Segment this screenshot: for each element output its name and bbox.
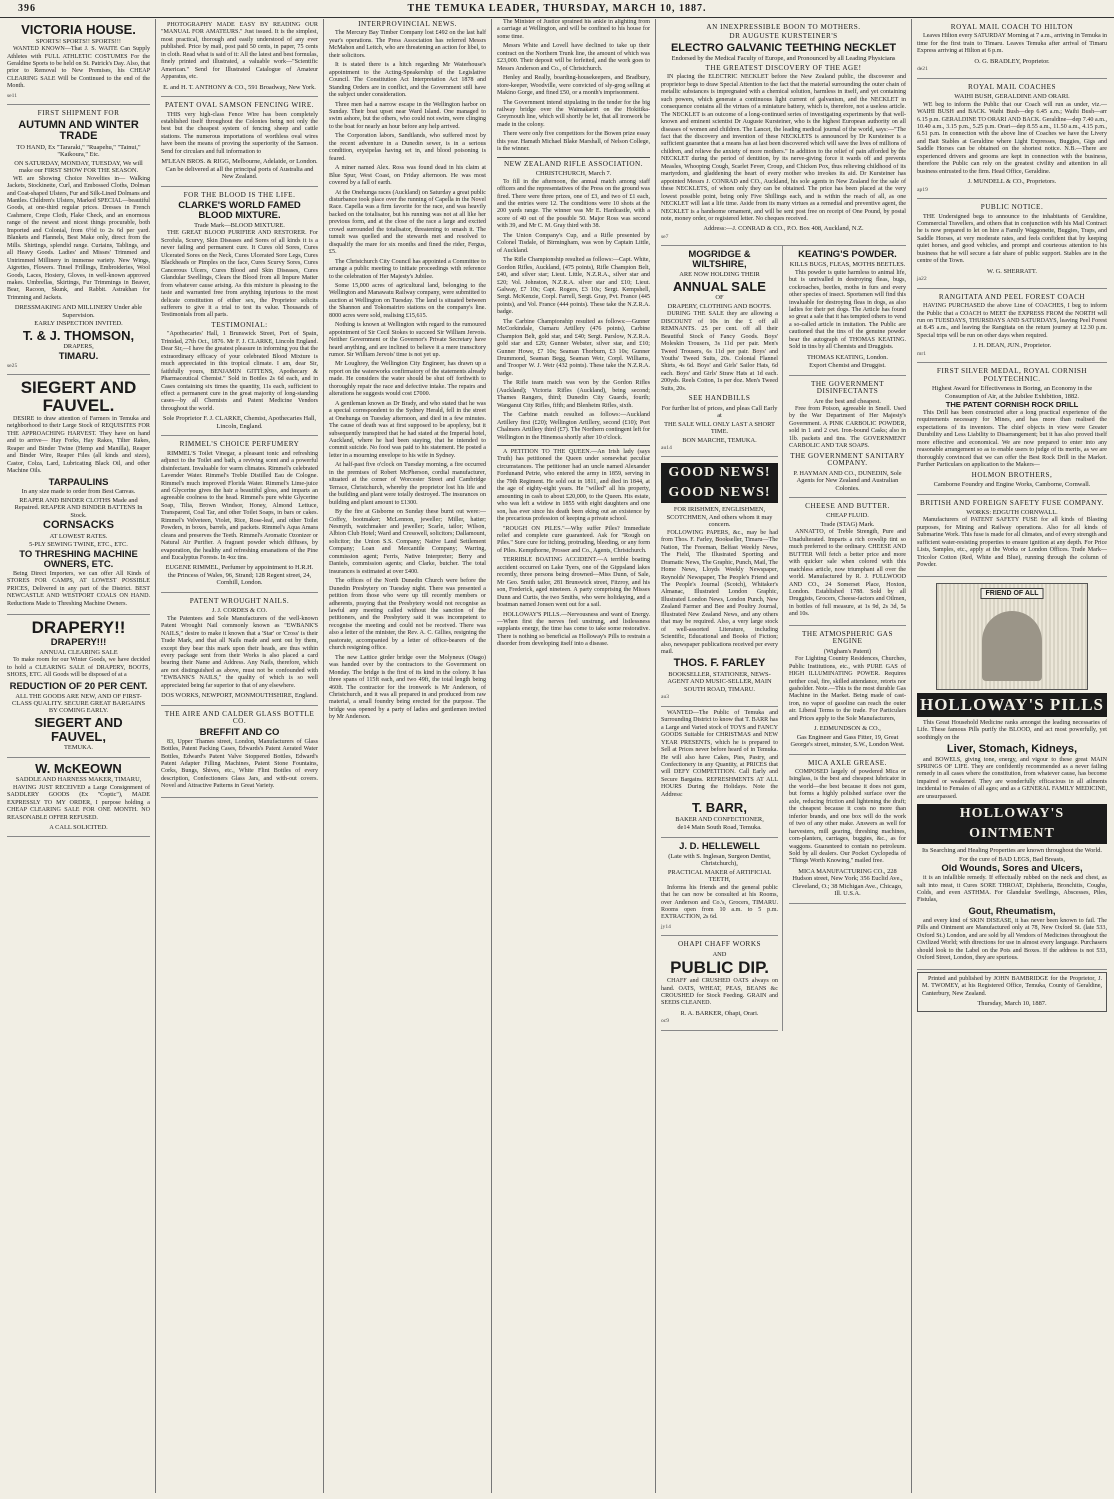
ad-text: For the cure of BAD LEGS, Bad Breasts,: [959, 855, 1065, 863]
ad-body: "Apothecaries' Hall, 1 Brunswick Street, Port of Spain, Trinidad, 27th Oct., 1876. Mr F. J. CLARKE, Lincoln England. Dear Sir,—I have the greatest pleasure in informing you that the extraordinary efficacy of your celebrated Blood Mixture is much appreciated in this tropical climate. I am, dear Sir, faithfully yours, BENJAMIN GITTENS, Apothecary & Pharmaceutical Chemist." Sold in Bottles 2s 6d each, and in Cases containing six times the quantity, 11s each, sufficient to effect a permanent cure in the great majority of long-standing cases—by all Chemists and Patent Medicine Vendors throughout the world.: [161, 331, 318, 412]
ad-firm: MICA MANUFACTURING CO., 228 Hudson street, New York; 356 Euclid Ave., Cleveland, O.; 38 Michigan Ave., Chicago, Ill. U.S.A.: [792, 867, 903, 898]
ad-good-news: [661, 457, 778, 706]
ad-headline: BRITISH AND FOREIGN SAFETY FUSE COMPANY.: [920, 498, 1104, 507]
ad-role: SADDLE AND HARNESS MAKER, TIMARU,: [15, 776, 142, 784]
ad-teething-necklet: [661, 19, 906, 246]
ad-subhead: WAIHI BUSH, GERALDINE AND ORARI.: [954, 93, 1070, 101]
ad-rock-drill: [917, 363, 1107, 494]
ad-headline: ROYAL MAIL COACH TO HILTON: [950, 23, 1074, 31]
article-paragraph: There were only five competitors for the Bowen prize essay this year. Hamath Michael Blake Marshall, of Nelson College, is the winner.: [497, 131, 650, 153]
ad-drapery: [7, 615, 150, 758]
ad-firm: M'LEAN BROS. & RIGG, Melbourne, Adelaide, or London. Can be delivered at all the principal ports of Australia and New Zealand.: [161, 158, 318, 181]
ad-text: REAPER AND BINDER CLOTHS Made and Repaired. REAPER AND BINDER BATTENS In Stock.: [14, 496, 143, 519]
ad-keatings-powder: [789, 246, 906, 375]
ad-gas-engine: [789, 626, 906, 755]
article-paragraph: At half-past five o'clock on Tuesday morning, a fire occurred in the premises of Robert McPherson, cordial manufacturer, situated at the corner of Worcester Street and Cambridge Terrace, Christchurch, whereby the proprietor lost his life and the building and plant were totally destroyed. The insurances on building and plant amount to £1300.: [329, 462, 486, 506]
ad-body: and every kind of SKIN DISEASE, it has never been known to fail. The Pills and Ointment are Manufactured only at 78, New Oxford St. (late 533, Oxford St.) London, and are sold by all Vendors of Medicines throughout the Civilized World; with directions for use in almost every language. Purchasers should look to the Label on the Pots and Boxes. If the address is not 533, Oxford Street, London, they are spurious.: [917, 917, 1107, 962]
ad-code: se7: [661, 233, 669, 240]
ad-body: WE beg to inform the Public that our Coach will run as under, viz.—WAIHI BUSH and BACK. Waihi Bush—dep 6.45 a.m.; Waihi Bush—arr 6.15 p.m. GERALDINE TO ORARI AND BACK. Geraldine—dep 7.40 a.m., 10.40 a.m., 3.15 p.m., 5.25 p.m. Orari—dep 8.55 a.m., 11.50 a.m., 4.15 p.m., 6.51 p.m. In connection with the above line of Coaches we have the Livery and Bait Stables at Geraldine where Light Expresses, Buggies, Gigs and Saddle Horses can be obtained on the shortest notice. N.B.—There are experienced drivers and grooms are kept in connection with the business, therefore the Public can rely on the greatest civility and attention in all business entrusted to the firm. Head Office, Geraldine.: [917, 101, 1107, 175]
article-paragraph: By the fire at Gisborne on Sunday these burnt out were:—Coffey, bootmaker; McLennon, jeweller; Miller, hatter; Nesmyth, watchmaker and jeweller; Scarle, tailor; Wilson, Albion Club Hotel; Ward and Cresswell, solicitors; Dallamount, solicitor; the Union S.S. Company; Native Land Settlement Company; Loan and Mercantile Company; Warring, commission agent; Ferris, Native Interpreter; Berry and Daniels, commission agents; and Clarke, butcher. The total insurances is estimated at over £400.: [329, 509, 486, 575]
ad-subhead: ARE NOW HOLDING THEIR: [679, 271, 760, 279]
column-6: [912, 19, 1112, 1493]
ad-firm: THOMAS KEATING, London.: [807, 353, 888, 361]
ad-headline: THE ATMOSPHERIC GAS ENGINE: [802, 629, 893, 646]
holloway-emblem-illustration: [936, 583, 1088, 690]
article-paragraph: Some 15,000 acres of agricultural land, belonging to the Wellington and Manawatu Railway company, were submitted to auction at Wellington on Tuesday. The land is situated between the Shannon and Tokomairiro stations on the company's line. 8000 acres were sold, realising £15,615.: [329, 282, 486, 319]
printer-imprint: [917, 972, 1107, 1013]
article-paragraph: The Corporation labors, Sandilands, who suffered most by the recent adventure in a Dunedin sewer, is in a serious condition, erysipelas having set in, and blood poisoning is feared.: [329, 133, 486, 162]
ad-headline: GOOD NEWS! GOOD NEWS!: [661, 463, 778, 503]
ad-firm: THOS. F. FARLEY: [673, 657, 766, 670]
ad-fencing-wire: [161, 97, 318, 187]
ad-address: Address:—J. CONRAD & CO., P.O. Box 408, Auckland, N.Z.: [703, 225, 864, 233]
ad-body: This Drill has been constructed after a long practical experience of the requirements necessary for Mines, and has more than realised the expectations of its inventors. The chief objects in view were Greater Durability and Less Liability to Disarrangement; but it has also proved itself more effective and economical. We are now prepared to enter into any reasonable arrangement so as to enable users to judge of its merits, as we are thoroughly convinced that we can offer the Best Rock Drill in the Market. Further Particulars on application to the Makers—: [917, 410, 1107, 469]
ad-subhead: DRAPERY!!!: [50, 636, 107, 648]
article-paragraph: Nothing is known at Wellington with regard to the rumoured appointment of Sir Cecil Stokes to succeed Sir William Jervois. Neither Government or the Governor's Private Secretary have heard anything, and are inclined to believe it a mere transcitory rumor. Sir William Jervois' time is not yet up.: [329, 322, 486, 359]
ad-headline: ELECTRO GALVANIC TEETHING NECKLET: [670, 41, 897, 54]
ad-firm: MOGRIDGE & WILTSHIRE,: [688, 249, 751, 271]
ad-highlight: Old Wounds, Sores and Ulcers,: [941, 863, 1083, 875]
ad-firm: J. EDMUNDSON & CO.,: [814, 725, 881, 733]
ad-headline: THE GOVERNMENT DISINFECTANTS: [810, 379, 885, 396]
ad-headline: KEATING'S POWDER.: [798, 249, 897, 261]
ad-body: The Patentees and Sole Manufacturers of the well-known Patent Wrought Nail commonly known as "EWBANK'S NAILS," desire to make it known that a 'Star' or 'Cross' is their Trade Mark, and that all Nails made and sent out by them, except they bear this mark upon their heads, are thus within every package sent from their Works is also placed a card bearing their Name and Address. Any Nails, therefore, which are not distinguished as above, must not be confounded with "EWBANK'S NAILS," the quality of which is so well appreciated being far superior to that of any elsewhere.: [161, 615, 318, 689]
ad-body: Being Direct Importers, we can offer All Kinds of STORES FOR CAMPS, AT LOWEST POSSIBLE PRICES, Delivered in any part of the District. BEST NEWCASTLE AND WESTPORT COALS ON HAND. Reductions Made to Threshing Machine Owners.: [7, 570, 150, 607]
article-paragraph: TERRIBLE BOATING ACCIDENT.—A terrible boating accident occurred on Lake Tyers, one of the Gippsland lakes recently, three persons being drowned—Miss Dunn, of Sale, Mr Geo. Smith tailor, 281 Brunswick street, Fitzroy, and his son, Frederick, aged nineteen. A party comprising the Misses Dunn and Curtis, the two Smiths, who were holidaying, and a boatman named Jonsen went out for a sail.: [497, 557, 650, 609]
ad-kicker: FOR THE BLOOD IS THE LIFE.: [183, 190, 296, 199]
article-paragraph: It is stated there is a hitch regarding Mr Waterhouse's appointment to the Acting-Speakership of the Legislative Council. The Constitution Act Interpretation Act 1878 and Standing Orders are in conflict, and the Government still have the subject under consideration.: [329, 62, 486, 99]
ad-text: Export Chemist and Druggist.: [809, 362, 886, 370]
ad-firm: SIEGERT AND FAUVEL,: [34, 714, 123, 744]
imprint-date: Thursday, March 10, 1887.: [977, 999, 1047, 1007]
ad-subhead: Endorsed by the Medical Faculty of Europe, and Pronounced by all Leading Physicians: [671, 55, 896, 63]
ad-body: FOLLOWING PAPERS, &c., may be had from Thos. F. Farley, Bookseller, Timaru—The Nation, The Freeman, Belfast Weekly News, The Field, The Illustrated Sporting and Dramatic News, The Graphic, Punch, Mail, The Home News, Lloyds Weekly Newspaper, Reynolds' Newspaper, The People's Friend and The People's Journal (Scotch), Whitaker's Almanac, Illustrated London Graphic, Illustrated London News, London Punch, New Zealand Farmer and Bee and Poultry Journal, Illustrated New Zealand News, and any others that may be required. Also, a very large stock of well-assorted Literature, including Scientific, Educational and Books of Fiction; also, newspaper publications received per every mail.: [661, 529, 778, 656]
ad-cheese-butter: [789, 498, 906, 626]
ad-role: BOOKSELLER, STATIONER, NEWS-AGENT AND MUSIC-SELLER, MAIN SOUTH ROAD, TIMARU.: [667, 671, 772, 693]
ad-subhead: DRAPERY, CLOTHING AND BOOTS.: [667, 302, 772, 310]
ad-body: This Great Household Medicine ranks amongst the leading necessaries of Life. These famous Pills purify the BLOOD, and act most powerfully, yet soothingly on the: [917, 719, 1107, 741]
ad-glass-bottle: [161, 706, 318, 798]
article-paragraph: The Minister of Justice sprained his ankle in alighting from a carriage at Wellington, and will be confined to his house for some time.: [497, 19, 650, 40]
article-paragraph: Messrs White and Lovell have declined to take up their contract on the Northern Trunk line, the amount of which was £23,000. Their deposit will be forfeited, and the work goes to Messrs Anderson and Co., of Christchurch.: [497, 43, 650, 72]
article-paragraph: The Government intend stipulating in the tender for the big railway bridge over the Waimakariri on the Hokitika-Greymouth line, which will shortly be let, that all ironwork be made in the colony.: [497, 99, 650, 128]
article-paragraph: The Carbine match resulted as follows:—Auckland Artillery first (£20); Wellington Artillery, second (£10); Port Chalmers Artillery third (£7). The Northern contingent left for Wellington in the Hinemoa shortly after 10 o'clock.: [497, 412, 650, 441]
article-paragraph: Three men had a narrow escape in the Wellington harbor on Sunday. Their boat upset near Ward Island. One managed to swim ashore, but the others, who could not swim, were clinging to the boat for nearly an hour before any help arrived.: [329, 101, 486, 130]
ad-body: COMPOSED largely of powdered Mica or Isinglass, is the best and cheapest lubricator in the world—the best because it does not gum, but forms a highly polished surface over the axle, reducing friction and lightening the draft; the cheapest because it costs no more than inferior brands, and one box will do the work of two of any other make. Answers as well for harvesters, mill gearing, threshing machines, corn-planters, carriages, buggies, &c., as for waggons. Guaranteed to contain no petroleum. Sold by all dealers. Our Pocket Cyclopedia of "Things Worth Knowing," mailed free.: [789, 769, 906, 865]
ad-firm: BREFFIT AND CO: [199, 726, 280, 738]
ad-address: de14 Main South Road, Temuka.: [677, 824, 762, 832]
ad-subhead: (Wigham's Patent): [823, 647, 872, 655]
ad-body: and BOWELS, giving tone, energy, and vigour to these great MAIN SPRINGS OF LIFE. They are confidently recommended as a never failing remedy in all cases where the constitution, from whatever cause, has become impaired or weakened. They are wonderfully efficacious in all ailments incidental to Females of all ages; and as a GENERAL FAMILY MEDICINE, are unsurpassed.: [917, 756, 1107, 800]
ad-subhead: (Late with S. Inglesan, Surgeon Dentist, Christchurch),: [668, 852, 771, 868]
ad-headline: HOLLOWAY'S OINTMENT: [917, 804, 1107, 844]
column-1: [2, 19, 156, 1493]
ad-text: OF: [715, 294, 724, 302]
ad-blood-mixture: [161, 187, 318, 437]
ad-firm: O. G. BRADLEY, Proprietor.: [974, 57, 1050, 65]
ad-text: Trade (STAG) Mark.: [820, 520, 875, 528]
ad-subhead: TESTIMONIAL:: [211, 320, 268, 329]
masthead: [0, 0, 1114, 18]
ad-body: IN placing the ELECTRIC NECKLET before the New Zealand public, the discoverer and proprietor begs to draw Special Attention to the fact that the material surrounding the outer chain of metallic substances is impregnated with a chemical solution, harmless in itself, and yet containing such powers, which generate a continuous light current of galvanism, and the NECKLET in consequence contains all the virtues of a miniature battery, which is, therefore, not a useless article. The NECKLET is an outcome of a long-continued series of investigating experiments by that well-known and eminent scientist Dr Auguste Kursteiner, who is the highest European authority on all diseases of women and children. The Lancet, the leading medical journal of the world, says:—"The fact that the discovery and invention of these NECKLETS is announced by Dr Kursteiner is a sufficient guarantee that a means has at last been discovered which will save the lives of millions of children, and relieve the anxiety of more mothers." In addition to the relief of pain afforded by the NECKLET during the period of dentition, by its nerve-giving force it wards off and prevents Measles, Whooping Cough, Scarlet Fever, Croup, and Chicken Pox, thus relieving childhood of its martyrdom, and gladdening the heart of every mother who invokes its aid. Dr Kursteiner has appointed Messrs J. CONRAD and CO., Auckland, his sole agents in New Zealand for the sale of these NECKLETS, of whom only they can be obtained. The price has been placed at the very lowest possible point, being only Five Shillings each, and is within the reach of all, as one NECKLET will last a life time. Aside from its many virtues as a remedial and preventive agent, the NECKLET is a handsome ornament, and will be sent post free on receipt of One Pound, by postal note, money order, or registered letter. No cheques received.: [661, 74, 906, 222]
ad-text: ALL THE GOODS ARE NEW, AND OF FIRST-CLASS QUALITY. SECURE GREAT BARGAINS BY COMING EARLY.: [11, 692, 146, 715]
ad-headline: ROYAL MAIL COACHES: [968, 82, 1056, 91]
ad-public-notice: [917, 199, 1107, 289]
ad-headline: CLARKE'S WORLD FAMED BLOOD MIXTURE.: [178, 200, 301, 222]
article-paragraph: A PETITION TO THE QUEEN.—An Irish lady (says Truth) has petitioned the Queen under somewhat peculiar circumstances. The petitioner had an uncle named Alexander Fordunand Petrie, who entered the army in 1859, serving in the 79th Regiment. He sold out in 1811, and died in 1844, at the age of eighty-eight years. He "willed" all his property, amounting in cash to about £20,000, to the Queen. His estate, who was left a widow in 1855 with eight daughters and one son, has ever since his death been eking out an existence by the precarious profession of keeping a private school.: [497, 449, 650, 523]
ad-headline: RIMMEL'S CHOICE PERFUMERY: [179, 440, 300, 449]
ad-royal-mail-coaches: [917, 79, 1107, 199]
column-5-right: [789, 246, 906, 1030]
ad-code: jy14: [661, 923, 671, 930]
ad-kicker: DR AUGUSTE KURSTEINER'S: [729, 32, 838, 41]
ad-mogridge-wiltshire: [661, 246, 778, 457]
ad-headline: RANGITATA AND PEEL FOREST COACH: [938, 292, 1086, 301]
ad-role: PRACTICAL MAKER of ARTIFICIAL TEETH,: [667, 868, 772, 884]
emblem-banner: FRIEND OF ALL: [980, 588, 1043, 599]
ad-body: PHOTOGRAPHY MADE EASY BY READING OUR "MANUAL FOR AMATEURS." Just issued. It is the simplest, most practical, thorough and easily understood of any ever published. Price by mail, post paid 50 cents, in paper, 75 cents in cloth. Read what is said of it: All the latest and best formulas, finely printed and illustrated, a valuable work—"Scientific American." Send for Illustrated Catalogue of Amateur Apparatus, etc.: [161, 22, 318, 81]
ad-subhead: KILLS BUGS, FLEAS, MOTHS BEETLES.: [789, 261, 906, 269]
ad-town: TEMUKA.: [64, 744, 93, 752]
ad-code: ja22: [917, 276, 927, 283]
article-paragraph: Henley and Really, boarding-housekeepers, and Bradbury, store-keeper, Woodville, were convicted of sly-grog selling at Makino Gorge, and fined £50, or a month's imprisonment.: [497, 75, 650, 97]
divider: [497, 445, 650, 446]
article-paragraph: The Mercury Bay Timber Company lost £492 on the last half year's operations. The Press Association has referred Messrs McMahon and Leitch, who are threatening an action for libel, to their solicitors.: [329, 30, 486, 59]
column-5-split: [661, 246, 906, 1030]
ad-kicker: FIRST SHIPMENT FOR: [37, 109, 120, 118]
ad-text: 5-PLY SEWING TWINE, ETC., ETC.: [29, 541, 128, 549]
ad-mckeown: [7, 758, 150, 838]
ad-firm: J. J. CORDES & CO.: [211, 607, 268, 615]
ad-firm: J. MUNDELL & CO., Proprietors.: [967, 178, 1057, 186]
ad-body: THE GREAT BLOOD PURIFIER AND RESTORER. For Scrofula, Scurvy, Skin Diseases and Sores of all kinds it is a never failing and permanent cure. It Cures old Sores, Cures Ulcerated Sores on the Neck, Cures Ulcerated Sore Legs, Cures Blackheads or Pimples on the face, Cures Scurvy Sores, Cures Cancerous Ulcers, Cures Blood and Skin Diseases, Cures Glandular Swellings, Clears the Blood from all Impure Matter from whatever cause arising. As this mixture is pleasing to the taste and warranted free from anything injurious to the most delicate constitution of either sex, the Proprietor solicits sufferers to give it a trial to test its value. Thousands of Testimonials from all parts.: [161, 230, 318, 319]
ad-headline: W. McKEOWN: [35, 760, 122, 776]
ad-body: For Lighting Country Residences, Churches, Public Institutions, etc., with PURE GAS of HIGH ILLUMINATING POWER. Requires neither coal, fire, skilled attendance, retorts nor gasholder. Note.—This is the most durable Gas Machine in the Market. Being made of cast-iron, no vapor of gasoline can reach the outer air. Liberal Terms to the trade. For Particulars and Prices apply to the Sole Manufacturers,: [789, 656, 906, 722]
ad-subhead: Are the best and cheapest.: [814, 397, 881, 405]
ad-firm: T. & J. THOMSON,: [22, 327, 135, 343]
ad-subhead: TARPAULINS: [48, 476, 109, 488]
imprint-text: Printed and published by JOHN BAMBRIDGE for the Proprietor, J. M. TWOMEY, at his Registered Office, Temuka, County of Geraldine, Canterbury, New Zealand.: [922, 975, 1102, 997]
ad-subhead: SPORTS! SPORTS!! SPORTS!!!: [35, 37, 122, 45]
ad-subhead: CHEAP FLUID.: [826, 512, 869, 520]
article-paragraph: The new Lattice girder bridge over the Molyneux (Otago) was handed over by the contractors to the Government on Monday. The bridge is the first of its kind in the colony. It has three spans of 115ft each, and two 49ft, the total length being 460ft. The contractor for the ironwork is Mr Anderson, of Christchurch, and it was all prepared in and produced from raw material, a small foundry being erected for the purpose. The bridge was opened by a party of ladies and gentlemen invited by Mr Anderson.: [329, 654, 486, 721]
ad-subhead: Highest Award for Effectiveness in Boring, an Economy in the Consumption of Air, at the Jubilee Exhibition, 1882.: [931, 385, 1093, 400]
ad-victoria-house: [7, 19, 150, 105]
ad-firm: Sole Proprietor F. J. CLARKE, Chemist, Apothecaries Hall, Lincoln, England.: [162, 415, 317, 430]
ad-headline: MICA AXLE GREASE.: [808, 758, 887, 767]
ad-body: Manufacturers of PATENT SAFETY FUSE for all kinds of Blasting purposes, for Mining and Railway operations. Also for all kinds of Submarine Work. This fuse is made for all climates, and of every strength and sufficient water-resisting properties to ensure ignition at any depth. For Price Lists, Samples, etc., apply at the Works or London Offices. Trade Mark—Tricolor Cotton (Red, White and Blue), running through the column of Powder.: [917, 517, 1108, 569]
ad-ohapi-chaff: [661, 936, 778, 1030]
ad-firm: E. and H. T. ANTHONY & CO., 591 Broadway, New York.: [163, 83, 316, 91]
ad-siegert-fauvel: [7, 375, 150, 615]
ad-code: ap19: [917, 186, 928, 193]
ad-kicker: AN INEXPRESSIBLE BOON TO MOTHERS.: [706, 23, 861, 31]
ad-headline: DRAPERY!!: [31, 617, 126, 637]
ad-subhead: FOR IRISHMEN, ENGLISHMEN, SCOTCHMEN, And others whom it may concern.: [666, 506, 773, 529]
column-5: [656, 19, 912, 1493]
ad-role: BAKER AND CONFECTIONER,: [675, 815, 764, 823]
article-heading: INTERPROVINCIAL NEWS.: [358, 20, 457, 28]
ad-headline: CHEESE AND BUTTER.: [805, 501, 890, 510]
ad-body: ANNATTO, of Treble Strength, Pure and Unadulterated. Imparts a rich cowslip tint so much preferred to the ordinary. CHEESE AND BUTTER Will fetch a better price and more with quicker sale when colored with this matchless article, now triumphant all over the world. Manufactured by R. J. FULLWOOD AND CO., 24 Somerset Place, Hoxton, London. Established 1788. Sold by all Druggists, Grocers, Cheese-factors and Oilmen, in bottles of full measure, at 1s 9d, 2s 3d, 5s and 10s.: [789, 529, 906, 618]
emblem-figure-icon: [982, 611, 1042, 681]
article-paragraph: The Union Company's Cup, and a Rifle presented by Colonel Tisdale, of Birmingham, was won by Captain Little, of Auckland.: [497, 232, 650, 254]
ad-highlight: Gout, Rheumatism,: [968, 905, 1056, 917]
ad-hellewell: [661, 838, 778, 937]
ad-code: au14: [661, 444, 672, 451]
ad-headline: THE AIRE AND CALDER GLASS BOTTLE CO.: [164, 709, 315, 726]
article-paragraph: The offices of the North Dunedin Church were before the Dunedin Presbytery on Tuesday night. There was presented a petition from those who were up till recently members or adherents, praying that the Presbytery would not recognise as lawful any meeting called without the sanction of the petitioners, and the Presbytery said it was incompetent to recognise the meeting and could not be received. There was also a letter of the minister, the Rev. A. C. Gillies, resigning the pastorate, accompanied by a letter of office-bearers of the church resigning office.: [329, 578, 486, 652]
ad-headline: PUBLIC NOTICE.: [980, 203, 1044, 212]
ad-headline: J. D. HELLEWELL: [679, 840, 760, 852]
ad-headline: PUBLIC DIP.: [670, 958, 769, 978]
ad-safety-fuse: [917, 495, 1107, 577]
ad-photography: [161, 19, 318, 97]
ad-firm: W. G. SHERRATT.: [987, 267, 1037, 275]
ad-body: CHAFF and CRUSHED OATS always on hand. OATS, WHEAT, PEAS, BEANS &c CROUSHED for Stock Feeding. GRAIN and SEEDS CLEANED.: [661, 978, 778, 1007]
ad-subhead: DRESSMAKING AND MILLINERY Under able Supervision.: [14, 304, 143, 319]
ad-text: In any size made to order from Best Canvas.: [21, 488, 136, 496]
ad-headline: HOLLOWAY'S PILLS: [917, 693, 1107, 717]
ad-body: Informs his friends and the general public that he can now be consulted at his Rooms, over Anderson and Co.'s, Grocers, TIMARU. Rooms open from 10 a.m. to 5 p.m. EXTRACTION, 2s 6d.: [661, 884, 778, 921]
ad-role: DRAPERS,: [63, 343, 94, 351]
ad-address: Camborne Foundry and Engine Works, Camborne, Cornwall.: [933, 481, 1091, 489]
ad-code: se25: [7, 362, 18, 369]
ad-thomson: [7, 105, 150, 375]
ad-body: This powder is quite harmless to animal life, but is unrivalled in destroying fleas, bugs, cockroaches, beetles, moths in furs and every other species of insect. Sportsmen will find this invaluable for destroying fleas in dogs, as also ladies for their pet dogs. The Article has found so great a sale that it has tempted others to vend a so-called article in imitation. The Public are cautioned that the tins of the genuine powder bear the autograph of THOMAS KEATING. Sold in tins by all Chemists and Druggists.: [789, 269, 906, 351]
article-paragraph: A miner named Alex. Ross was found dead in his claim at Blue Spur, West Coast, on Friday afternoon. He was most covered by a fall of earth.: [329, 165, 486, 187]
ad-headline: SIEGERT AND FAUVEL.: [20, 378, 137, 416]
ad-code: se11: [7, 92, 18, 99]
article-paragraph: At the Onehunga races (Auckland) on Saturday a great public disturbance took place over the running of Capella in the Novel Race. Capella was a firm favorite for the race, and was heavily backed on the totalisator, but his running was not at all like her previous form, and at the close of the race a large and excited crowd surrounded the totalisator, threatening to smash it. The tumult was quelled and the stewards met and resolved to disqualify the mare for six months and fined the rider, Fergus, £5.: [329, 189, 486, 256]
ad-headline: PATENT OVAL SAMSON FENCING WIRE.: [164, 101, 315, 110]
ad-headline: ANNUAL SALE: [673, 278, 766, 294]
ad-royal-mail-hilton: [917, 19, 1107, 79]
page-number: 396: [18, 3, 36, 14]
ad-headline: OHAPI CHAFF WORKS: [677, 940, 762, 949]
ad-body: it is an infallible remedy. If effectually rubbed on the neck and chest, as salt into meat, it Cures SORE THROAT, Diphtheria, Bronchitis, Coughs, Colds, and even ASTHMA. For Glandular Swellings, Abscesses, Piles, Fistulas,: [917, 875, 1107, 904]
ad-firm: R. A. BARKER, Ohapi, Orari.: [680, 1009, 759, 1017]
ad-body: HAVING PURCHASED the above Line of COACHES, I beg to inform the Public that a COACH to MEET the EXPRESS FROM the NORTH will run on TUESDAYS, THURSDAYS AND SATURDAYS, leaving Peel Forest at 8.45 a.m., and leaving the Rangitata on the return journey at 12.30 p.m. Special trips will be run on other days when required.: [917, 303, 1107, 339]
ad-mica-grease: [789, 755, 906, 904]
ad-body: 83, Upper Thames street, London, Manufacturers of Glass Bottles, Patent Packing Cases, Edwards's Patent Aerated Water Bottles, Edward's Patent Valve Stoppered Bottles, Edward's Patent Adapter Filling Machines, Patent Stone Fountains, Corks, Bungs, Shives, etc., White Flint Bottles of every description, Confectioners Glass Jars, and with-out covers. Novel and Attractive Patterns in Great Variety.: [161, 738, 318, 790]
ad-subhead: Trade Mark—BLOOD MIXTURE.: [194, 222, 285, 229]
ad-code: mr1: [917, 350, 927, 357]
masthead-title: THE TEMUKA LEADER, THURSDAY, MARCH 10, 1887.: [407, 3, 707, 14]
ad-body: HAVING JUST RECEIVED a Large Consignment of SADDLERY GOODS (Ex "Coptic"), MADE EXPRESSLY TO MY ORDER, I purpose holding a CHEAP CLEARING SALE FOR ONE MONTH. NO REASONABLE OFFER REFUSED.: [7, 784, 150, 821]
ad-highlight: REDUCTION OF 20 PER CENT.: [9, 680, 148, 692]
article-paragraph: A gentleman known as Dr Brady, and who stated that he was a special correspondent to the Sydney Herald, fell in the street at Onehunga on Tuesday afternoon, and died in a few minutes. The cause of death was at first supposed to be apoplexy, but it subsequently transpired that he had stated at the Imperial hotel, Auckland, where he had been staying, that he intended to commit suicide. No food was paid to his statement. He posted a letter in a mourning envelope to his wife in Sydney.: [329, 400, 486, 459]
ad-headline: AUTUMN AND WINTER TRADE: [18, 118, 139, 143]
ad-text: A CALL SOLICITED.: [49, 824, 108, 831]
ad-text: AND: [712, 950, 727, 958]
ad-code: de21: [917, 66, 928, 73]
ad-subhead: EARLY INSPECTION INVITED.: [34, 320, 123, 328]
article-paragraph: To fill in the afternoon, the annual match among staff officers and the representatives of the Press on the ground was fired. There were three prizes, one of £3, and two of £1 each, and the entries were 12. The conditions were 10 shots at the 200 yards range. The winner was Mr E. Hardcastle, with a score of 40 out of the possible 50. Major Ross was second with 39, and Mr C. M. Gray third with 38.: [497, 178, 650, 230]
ad-subhead: TO HAND, Ex "Tararaki," "Ruapehu," "Tainui," "Kaikoura," Etc.: [16, 143, 141, 159]
ad-rimmel: [161, 436, 318, 593]
ad-disinfectants: [789, 376, 906, 498]
ad-rangitata-coach: [917, 289, 1107, 364]
ad-nails: [161, 593, 318, 706]
ad-text: THE SALE WILL ONLY LAST A SHORT TIME.: [664, 420, 775, 436]
ad-firm: EUGENE RIMMEL, Perfumer by appointment to H.R.H. the Princess of Wales, 96, Strand; 128 Regent street, 24, Cornhill, London.: [165, 564, 314, 587]
ad-body: Free from Poison, agreeable in Smell. Used by the War Department of Her Majesty's Government. A PINK CARBOLIC POWDER, sold in 1 and 2 cwt. Iron-bound Casks; also in 1lb. packets and tins. The GOVERNMENT CARBOLIC AND TAR SOAPS.: [789, 406, 906, 450]
column-5-left: [661, 246, 783, 1030]
ad-body: To make room for our Winter Goods, we have decided to hold a CLEARING SALE of DRAPERY, BOOTS, SHOES, ETC. All Goods will be disposed of at a: [7, 657, 150, 679]
ad-body: DURING THE SALE they are allowing a DISCOUNT of 10s in the £ off all REMNANTS. 25 per cent. off all their Beautiful Stock of Fancy Goods. Boys' Moleskin Trousers, 3s 11d per pair. Men's Tweed Trousers, 6s 11d per pair. Boys' and Youths' Tweed Suits, 20s. Colonial Flannel Shirts, 4s 6d. Boys' and Girls' Sailor Hats, 6d each. Boys' and Girls' Straw Hats at 1d each. 200yds. Reels Cotton, 1s per doz. Men's Tweed Suits, 20s.: [661, 311, 778, 392]
ad-code: au3: [661, 694, 670, 701]
divider: [497, 157, 650, 158]
ad-body: THE Undersigned begs to announce to the inhabitants of Geraldine, Commercial Travellers, and others that in conjunction with his Mail Contract he is now prepared to let on hire a Family Waggonette, Buggies, Traps, and Saddle Horses, at very moderate rates, and feels confident that by keeping quiet horses, and good vehicles, and prompt and courteous attention to his business that he will secure a fair share of public support. Stables are in the centre of the Town.: [917, 213, 1107, 265]
column-4: [492, 19, 656, 1493]
article-paragraph: The Rifle Championship resulted as follows:—Capt. White, Gordon Rifles, Auckland, (475 points), Rifle Champion Belt, £40, and silver star; Lieut. Little, N.Z.R.A., silver star and £20; Vol. Johnston, N.Z.R.A. silver star and £10; Lieut. Galway, £7 10s; Capt. Rogers, £3 10s; Sergt. Kempshell, Sergt. McKenzie, Corpl. Farrell, Sergt. Gray, Pvt. France (445 points), and Vol. France (444 points). These take the N.Z.R.A. badge.: [497, 257, 650, 316]
column-3: [324, 19, 492, 1493]
ad-text: P. HAYMAN AND CO., DUNEDIN, Sole Agents for New Zealand and Australian Colonies.: [793, 469, 902, 492]
ad-subhead: ANNUAL CLEARING SALE: [39, 648, 118, 656]
ad-address: DOS WORKS, NEWPORT, MONMOUTHSHIRE, England.: [161, 692, 318, 700]
ad-firm: THE GOVERNMENT SANITARY COMPANY.: [790, 451, 905, 468]
ad-holloways-pills: [917, 577, 1107, 970]
ad-body: DESIRE to draw attention of Farmers in Temuka and neighborhood to their Large Stock of REQUISITES FOR THE APPROACHING HARVEST. They have on hand and to arrive— Hay Forks, Hay Rakes, Tilter Rakes, Reaper and Binder Twine (Hemp and Manilla), Reaper and Binder Wire, Reaper Files (all kinds and sizes), Castor, Colza, Lard, Lubricating Black Oil, and other Machine Oils.: [7, 415, 150, 475]
article-dateline: CHRISTCHURCH, March 7.: [535, 170, 612, 178]
article-paragraph: The Christchurch City Council has appointed a Committee to arrange a public meeting to initiate proceedings with reference to the celebration of Her Majesty's Jubilee.: [329, 258, 486, 280]
ad-headline: PATENT WROUGHT NAILS.: [189, 596, 290, 605]
ad-headline: THE PATENT CORNISH ROCK DRILL: [945, 400, 1079, 410]
ad-body: WE are Showing Choice Novelties in— Walking Jackets, Stockinette, Curl, and Embossed Cloths, Dolman and Coat-shaped Ulsters, Fur and Silk-Lined Dolmans and Mantles. Children's Ulsters, Marked SPECIAL—beautiful Goods, at one-third regular prices. Dresses in French Cashmere, Crepe Cloth, Flake Check, and an enormous range of the newest and nicest things procurable, both Imported and Colonial, from 6½d to 2s 6d per yard. Blankets and Flannels, Best Make only, direct from the Mills. Shirtings, splendid range. Curtains, Tablings, and all Heavy Goods. Ladies' and Misses' Trimmed and Untrimmed Millinery in immense variety. New Wings, Aigrettes, Flowers. Tinsel Frillings, Embroideries, Wool Goods, Laces, Hosiery, Gloves, in well-known approved makes. Umbrellas, Skirtings, Fur Trimmings in Beaver, Bear, Racoon, Skunk, and Rabbit. Astrakhan for Trimming and Jackets.: [7, 175, 150, 301]
ad-firm: J. H. DEAN, JUN., Proprietor.: [972, 342, 1052, 350]
ad-body: WANTED KNOWN—That J. S. WAITE Can Supply Athletes with FULL ATHLETIC COSTUMES For the Geraldine Sports to be held on St. Patrick's Day. Also, that prior to Removal to New Premises, his CHEAP CLEARING SALE Will be Continued to the end of the Month.: [7, 46, 150, 90]
ad-firm: BON MARCHE, TEMUKA.: [682, 436, 757, 444]
ad-headline: VICTORIA HOUSE.: [21, 22, 136, 37]
ad-town: TIMARU.: [58, 350, 99, 362]
ad-body: RIMMEL'S Toilet Vinegar, a pleasant tonic and refreshing adjunct to the Toilet and bath, a reviving scent and a powerful disinfectant. Invaluable for warm climates. Rimmel's celebrated Lavender Water. Rimmel's Treble Distilled Eau de Cologne. Rimmel's much improved Florida Water. Rimmel's Lime-juice and Glycerine gives the hair a beautiful gloss, and imparts an agreeable coolness to the head. Rimmel's pure white Glycerine Soap, Tilia, Brown Windsor, Honey, Almond Lettuce, Transparent, Coal Tar, and other Toilet Soaps, in bars or cakes. Rimmel's Velveteen, Violet, Rice, Rose-leaf, and other Toilet Powders, in boxes, barrels, and packets. Rimmel's Aqua Amara cleans and preserves the Teeth. Rimmel's Aromatic Ozonizer or Natural Air Purifier. A fragrant powder which diffuses, by evaporation, the healthy and refreshing emanations of the Pine and Eucalyptus Forests. In 4oz tins.: [161, 450, 318, 562]
article-paragraph: Mr Loughrey, the Wellington City Engineer, has drawn up a report on the waterworks confirmatory of the statements already made. He considers the water should be shut off forthwith to thoroughly repair the race and defective intake. The repairs and alterations he suggests would cost £7000.: [329, 361, 486, 398]
ad-code: oc9: [661, 1018, 670, 1025]
ad-subhead: SEE HANDBILLS: [688, 394, 751, 403]
ad-t-barr: [661, 707, 778, 838]
ad-subhead: Its Searching and Healing Properties are known throughout the World.: [921, 847, 1103, 855]
article-paragraph: HOLLOWAY'S PILLS.—Nervousness and want of Energy.—When first the nerves feel unstrung, and listlessness supplants energy, the time has come to take some restorative. There is nothing so beneficial as Holloway's Pills to restrain a disorder from developing itself into a disease.: [497, 611, 650, 648]
column-2: [156, 19, 324, 1493]
ad-highlight: Liver, Stomach, Kidneys,: [946, 742, 1078, 755]
ad-body: THIS very high-class Fence Wire has been completely established itself throughout the Colonies being not only the best but the cheapest system of fencing sheep and cattle stations. The numerous importations of worthless oval wires have been the means of proving the superiority of the Samson. Send for circulars and full information to: [161, 111, 318, 155]
article-paragraph: The Rifle team match was won by the Gordon Rifles (Auckland); Victoria Rifles (Auckland), being second; Thames Rangers, third; Dunedin City Guards, fourth; Wanganui City Rifles, fifth; and Blenheim Rifles, sixth.: [497, 380, 650, 409]
article-paragraph: The Carbine Championship resulted as follows:—Gunner McCorkindale, Oamaru Artillery (476 points), Carbine Champion Belt, gold star, and £40; Sergt. Parslow, N.Z.R.A. gold star and £20; Gunner Webster, silver star, and £10; Gunner Howe, £7 10s; Seaman Thorburn, £3 10s; Gunner Drummond, Seaman Begg, Seaman Weir, Corpl. Williams, and Trooper W. J. Weir (432 points). These take the N.Z.R.A. badge.: [497, 318, 650, 377]
ad-subhead: WORKS: EDGUTH CORNWALL.: [966, 508, 1058, 516]
ad-firm: T. BARR,: [692, 800, 747, 816]
ad-headline: FIRST SILVER MEDAL, ROYAL CORNISH POLYTECHNIC.: [936, 367, 1088, 383]
ad-subhead: ON SATURDAY, MONDAY, TUESDAY, We will make our FIRST SHOW FOR THE SEASON.: [14, 159, 143, 175]
article-heading: NEW ZEALAND RIFLE ASSOCIATION.: [503, 159, 644, 168]
ad-text: For further list of prices, and pleas Call Early at: [661, 404, 778, 420]
ad-body: WANTED—The Public of Temuka and Surrounding District to know that T. BARR has a Large and Varied stock of TOYS and FANCY GOODS Suitable for CHRISTMAS and NEW YEAR PRESENTS, which he is prepared to Sell at Prices never before heard of in Temuka. He will also have Cakes, Pies, Pastry, and Confectionery in any Quantity, at PRICES that will DEFY COMPETITION. Call Early and Secure Bargains. REFRESHMENTS AT ALL HOURS During the Holidays. Note the Address:: [661, 709, 778, 798]
ad-body: Leaves Hilton every SATURDAY Morning at 7 a.m., arriving in Temuka in time for the first train to Timaru. Leaves Temuka after arrival of Timaru Express arriving at Hilton at 6 p.m.: [917, 33, 1107, 55]
ad-address: Gas Engineer and Gass Fitter, 19, Great George's street, minster, S.W., London West.: [790, 733, 905, 749]
ad-subhead: TO THRESHING MACHINE OWNERS, ETC.: [19, 548, 138, 570]
article-paragraph: "ROUGH ON PILES."—Why suffer Piles? Immediate relief and complete cure guaranteed. Ask for "Rough on Piles." Sure cure for itching, protruding, bleeding, or any form of Piles. Kempthorne, Prosser and Co., Agents, Christchurch.: [497, 525, 650, 554]
ad-text: AT LOWEST RATES.: [49, 532, 108, 540]
ad-subhead: THE GREATEST DISCOVERY OF THE AGE!: [705, 63, 862, 72]
ad-firm: HOLMON BROTHERS,: [971, 470, 1053, 479]
ad-subhead: CORNSACKS: [43, 519, 114, 532]
